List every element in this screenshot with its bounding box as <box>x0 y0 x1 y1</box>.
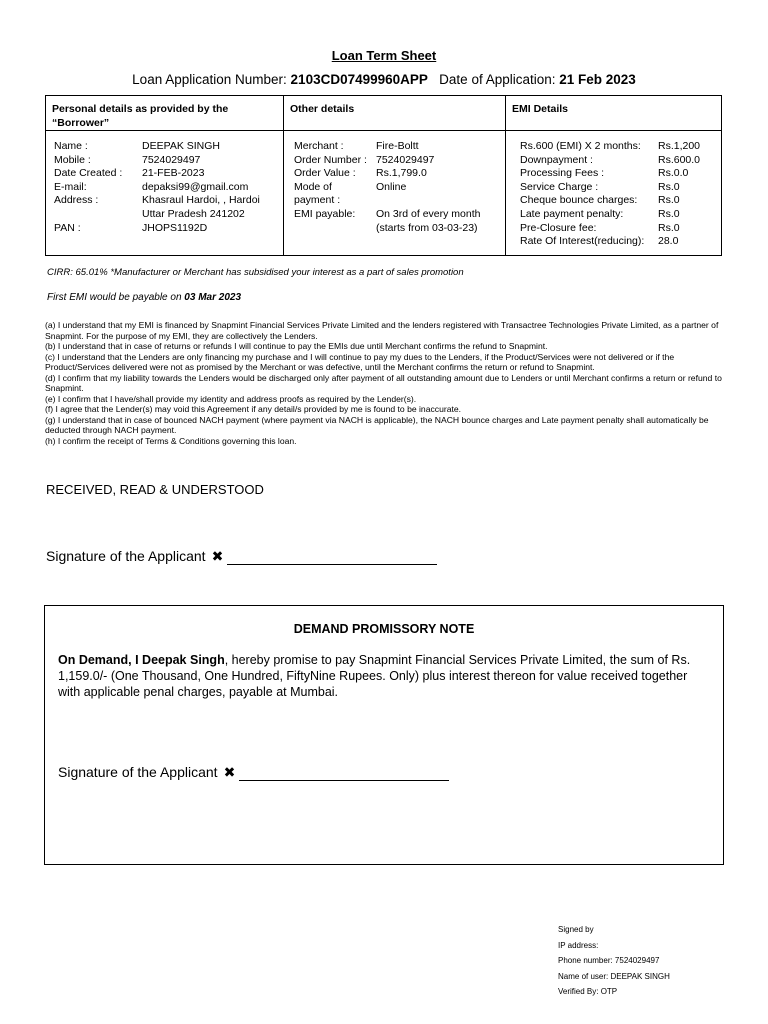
field-value: Rs.1,799.0 <box>376 167 427 180</box>
field-label: Late payment penalty: <box>520 207 624 220</box>
first-emi-date: 03 Mar 2023 <box>184 292 242 303</box>
app-date-value: 21 Feb 2023 <box>559 72 636 87</box>
first-emi-text: First EMI would be payable on <box>47 292 185 303</box>
applicant-signature-1 <box>46 548 437 565</box>
table-row <box>294 208 480 222</box>
field-value: depaksi99@gmail.com <box>142 180 249 193</box>
field-label: payment : <box>294 194 341 207</box>
terms-clauses <box>45 320 725 446</box>
clause-a: (a) I understand that my EMI is financed by Snapmint Financial Services Private Limited and the lenders registered with Transactree Technologies Private Limited, as a partner of Snapmint. For the purpose of my EMI, they are collectively the Lenders. <box>45 320 719 341</box>
signature-label: Signature of the Applicant <box>58 764 218 780</box>
field-value: DEEPAK SINGH <box>142 140 220 152</box>
field-label: Cheque bounce charges: <box>520 194 638 207</box>
field-label: Service Charge : <box>520 180 599 193</box>
table-row <box>294 222 480 236</box>
demand-promissory-note <box>44 605 724 865</box>
field-label: Downpayment : <box>520 153 593 166</box>
field-value: Rs.600.0 <box>658 153 701 166</box>
field-label: Processing Fees : <box>520 167 605 180</box>
table-row <box>54 181 260 195</box>
field-value: Rs.0.0 <box>658 167 689 180</box>
table-row <box>520 208 700 222</box>
received-statement: RECEIVED, READ & UNDERSTOOD <box>46 482 264 497</box>
note-title: DEMAND PROMISSORY NOTE <box>293 622 475 636</box>
field-value: Rs.1,200 <box>658 140 701 152</box>
app-date-label: Date of Application: <box>439 72 556 87</box>
field-value: 21-FEB-2023 <box>142 167 205 180</box>
personal-details-heading: Personal details as provided by the “Borrower” <box>52 103 229 129</box>
signature-label: Signature of the Applicant <box>46 548 206 564</box>
table-row <box>520 167 700 181</box>
application-info <box>0 72 768 87</box>
field-label <box>294 222 376 236</box>
clause-b: (b) I understand that in case of returns or refunds I will continue to pay the EMIs due until Merchant confirms the refund to Snapmint. <box>45 341 548 351</box>
clause-e: (e) I confirm that I have/shall provide my identity and address proofs as required by the Lender(s). <box>45 393 417 404</box>
field-label: PAN : <box>54 221 81 234</box>
note-body <box>58 652 708 700</box>
field-label: Merchant : <box>294 140 344 152</box>
app-number-label: Loan Application Number: <box>132 72 287 87</box>
table-row <box>294 181 480 195</box>
note-text: , hereby promise to pay Snapmint Financial Services Private Limited, the sum of Rs. 1,159.0/- (One Thousand, One Hundred, FiftyNine Rupees. Only) plus interest thereon for value received together with applicable penal charges, payable at Mumbai. <box>58 653 691 699</box>
table-row <box>294 194 480 208</box>
emi-details-list <box>520 140 700 249</box>
field-value: Fire-Boltt <box>376 140 419 152</box>
table-row <box>520 140 700 154</box>
table-row <box>294 140 480 154</box>
field-label <box>54 208 142 222</box>
field-label: Mode of <box>294 180 332 193</box>
table-row <box>54 222 260 236</box>
field-value: JHOPS1192D <box>142 221 208 234</box>
table-row <box>54 194 260 208</box>
table-row <box>54 140 260 154</box>
field-label: Order Value : <box>294 167 356 180</box>
emi-details-column <box>506 96 720 255</box>
clause-g: (g) I understand that in case of bounced NACH payment (where payment via NACH is applicable), the NACH bounce charges and Late payment penalty shall automatically be deducted through NACH payment. <box>45 414 709 435</box>
field-value: Rs.0 <box>658 221 680 234</box>
field-value: Online <box>376 180 407 193</box>
table-row <box>54 167 260 181</box>
personal-details-column <box>46 96 284 255</box>
field-label: Rate Of Interest(reducing): <box>520 235 645 248</box>
table-row <box>520 222 700 236</box>
cirr-note: CIRR: 65.01% *Manufacturer or Merchant has subsidised your interest as a part of sales promotion <box>47 267 464 278</box>
field-value: 28.0 <box>658 235 679 248</box>
note-lead: On Demand, I Deepak Singh <box>58 653 225 667</box>
loan-details-table <box>45 95 722 256</box>
verified-by-line: Verified By: OTP <box>558 987 618 996</box>
table-row <box>520 181 700 195</box>
cross-mark-icon: ✖ <box>211 548 224 564</box>
signed-by-line: Signed by <box>558 925 594 934</box>
digital-signature-block <box>558 922 670 1000</box>
signature-line[interactable] <box>239 766 449 781</box>
field-value: Uttar Pradesh 241202 <box>142 207 245 220</box>
emi-details-heading: EMI Details <box>512 103 569 115</box>
field-value: 7524029497 <box>142 153 201 166</box>
field-label: Date Created : <box>54 167 123 180</box>
field-label: Name : <box>54 140 88 152</box>
cross-mark-icon: ✖ <box>223 764 236 780</box>
clause-f: (f) I agree that the Lender(s) may void this Agreement if any detail/s provided by me is found to be inaccurate. <box>45 404 462 414</box>
table-row <box>294 167 480 181</box>
field-label: Pre-Closure fee: <box>520 221 597 234</box>
field-value: 7524029497 <box>376 153 435 166</box>
field-value: Khasraul Hardoi, , Hardoi <box>142 194 260 207</box>
document-title: Loan Term Sheet <box>331 48 437 63</box>
table-row <box>520 235 700 249</box>
field-value: Rs.0 <box>658 207 680 220</box>
other-details-column <box>284 96 506 255</box>
field-label: Rs.600 (EMI) X 2 months: <box>520 140 641 152</box>
field-value: Rs.0 <box>658 194 680 207</box>
app-number-value: 2103CD07499960APP <box>290 72 428 87</box>
table-row <box>520 154 700 168</box>
field-value: On 3rd of every month <box>376 207 481 220</box>
table-row <box>294 154 480 168</box>
field-value: (starts from 03-03-23) <box>376 221 478 234</box>
clause-h: (h) I confirm the receipt of Terms & Conditions governing this loan. <box>45 435 297 446</box>
ip-address-line: IP address: <box>558 940 599 950</box>
table-row <box>54 208 260 222</box>
clause-d: (d) I confirm that my liability towards the Lenders would be discharged only after payment of all outstanding amount due to Lenders or until Merchant confirms a return or refund to Snapmint. <box>45 372 722 393</box>
first-emi-note <box>47 292 241 303</box>
table-row <box>520 194 700 208</box>
field-label: Mobile : <box>54 153 91 166</box>
field-label: Order Number : <box>294 153 367 166</box>
other-details-list <box>294 140 480 235</box>
applicant-signature-2 <box>58 764 449 781</box>
other-details-heading: Other details <box>290 103 355 115</box>
field-label: EMI payable: <box>294 207 356 220</box>
user-name-line: Name of user: DEEPAK SINGH <box>558 971 670 981</box>
field-label: Address : <box>54 194 99 207</box>
field-value: Rs.0 <box>658 180 680 193</box>
table-row <box>54 154 260 168</box>
phone-number-line: Phone number: 7524029497 <box>558 956 660 965</box>
personal-details-list <box>54 140 260 235</box>
signature-line[interactable] <box>227 550 437 565</box>
clause-c: (c) I understand that the Lenders are only financing my purchase and I will continue to pay my dues to the Lenders, if the Product/Services were not delivered or if the Product/Services delivered were not as promised by the Merchant or was defective, until the Merchant confirms the return or refund to Snapmint. <box>45 351 675 372</box>
field-label: E-mail: <box>54 180 87 193</box>
